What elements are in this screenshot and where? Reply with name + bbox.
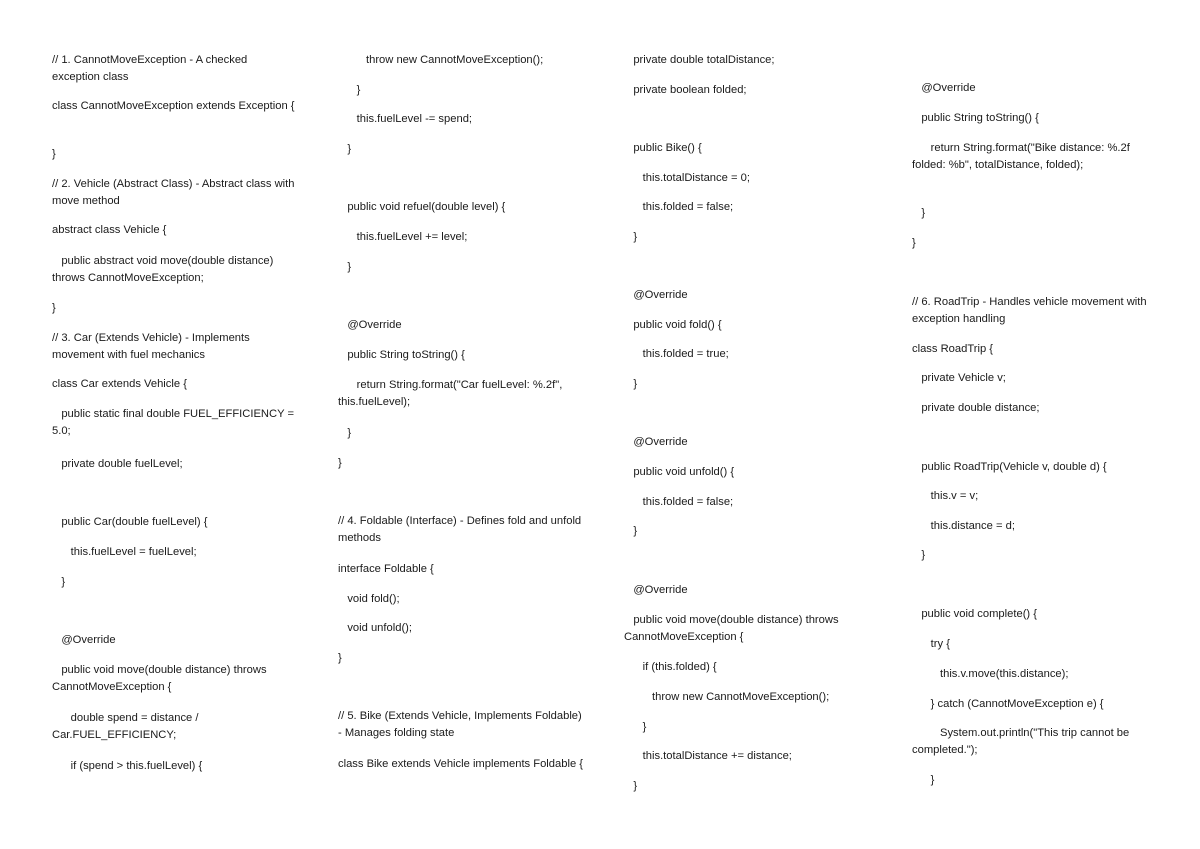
code-line: this.fuelLevel -= spend;: [338, 113, 473, 125]
code-line: if (this.folded) {: [624, 661, 717, 673]
code-line: }: [912, 549, 926, 561]
code-line: void fold();: [338, 593, 400, 605]
code-line: private double fuelLevel;: [52, 458, 183, 470]
code-line: }: [912, 237, 916, 249]
code-line: throw new CannotMoveException();: [624, 691, 830, 703]
code-line: public void refuel(double level) {: [338, 201, 506, 213]
code-line: }: [624, 780, 638, 792]
code-line: public Bike() {: [624, 142, 702, 154]
code-line: }: [338, 427, 352, 439]
code-line: this.folded = false;: [624, 496, 734, 508]
code-line: interface Foldable {: [338, 563, 434, 575]
code-line: public void complete() {: [912, 608, 1037, 620]
code-line: this.fuelLevel = fuelLevel;: [52, 546, 197, 558]
code-line: this.folded = false;: [624, 201, 734, 213]
code-line: this.v = v;: [912, 490, 979, 502]
code-line: this.totalDistance = 0;: [624, 172, 750, 184]
code-line: }: [52, 302, 56, 314]
code-line: System.out.println("This trip cannot be completed.");: [912, 727, 1133, 756]
code-line: }: [338, 457, 342, 469]
code-line: class Car extends Vehicle {: [52, 378, 187, 390]
code-line: // 2. Vehicle (Abstract Class) - Abstract class with move method: [52, 178, 298, 207]
code-line: this.folded = true;: [624, 348, 729, 360]
code-line: }: [338, 84, 361, 96]
code-line: this.distance = d;: [912, 520, 1015, 532]
code-column-4: [912, 0, 1157, 849]
code-column-3: [624, 0, 869, 849]
code-line: private boolean folded;: [624, 84, 747, 96]
code-line: try {: [912, 638, 950, 650]
code-line: }: [338, 143, 352, 155]
code-line: public void move(double distance) throws CannotMoveException {: [624, 614, 842, 643]
code-line: }: [338, 261, 352, 273]
code-line: this.fuelLevel += level;: [338, 231, 468, 243]
code-line: } catch (CannotMoveException e) {: [912, 698, 1104, 710]
code-line: public String toString() {: [912, 112, 1039, 124]
code-line: }: [52, 576, 66, 588]
code-line: return String.format("Bike distance: %.2f folded: %b", totalDistance, folded);: [912, 142, 1133, 171]
code-line: @Override: [624, 289, 688, 301]
code-line: // 5. Bike (Extends Vehicle, Implements Foldable) - Manages folding state: [338, 710, 585, 739]
code-line: public void move(double distance) throws CannotMoveException {: [52, 664, 270, 693]
code-line: void unfold();: [338, 622, 413, 634]
code-line: }: [912, 774, 935, 786]
code-line: public static final double FUEL_EFFICIENCY = 5.0;: [52, 408, 298, 437]
code-line: private double totalDistance;: [624, 54, 775, 66]
code-line: @Override: [912, 82, 976, 94]
code-line: public RoadTrip(Vehicle v, double d) {: [912, 461, 1107, 473]
code-column-2: [338, 0, 583, 849]
code-line: double spend = distance / Car.FUEL_EFFICIENCY;: [52, 712, 202, 741]
code-line: // 1. CannotMoveException - A checked exception class: [52, 54, 251, 83]
code-line: this.v.move(this.distance);: [912, 668, 1069, 680]
code-line: }: [912, 207, 926, 219]
code-line: // 3. Car (Extends Vehicle) - Implements movement with fuel mechanics: [52, 332, 253, 361]
code-line: }: [624, 721, 647, 733]
code-line: // 4. Foldable (Interface) - Defines fold and unfold methods: [338, 515, 585, 544]
code-line: @Override: [624, 584, 688, 596]
code-line: class CannotMoveException extends Exception {: [52, 100, 295, 112]
code-line: }: [624, 525, 638, 537]
code-line: }: [624, 231, 638, 243]
code-line: class RoadTrip {: [912, 343, 994, 355]
code-line: public Car(double fuelLevel) {: [52, 516, 208, 528]
code-line: }: [52, 148, 56, 160]
code-line: @Override: [52, 634, 116, 646]
code-line: this.totalDistance += distance;: [624, 750, 792, 762]
code-line: abstract class Vehicle {: [52, 224, 167, 236]
code-line: public void fold() {: [624, 319, 722, 331]
code-line: public String toString() {: [338, 349, 465, 361]
code-line: private double distance;: [912, 402, 1040, 414]
code-line: }: [624, 378, 638, 390]
code-line: return String.format("Car fuelLevel: %.2f", this.fuelLevel);: [338, 379, 566, 408]
code-line: @Override: [338, 319, 402, 331]
code-line: public abstract void move(double distance) throws CannotMoveException;: [52, 255, 277, 284]
code-line: throw new CannotMoveException();: [338, 54, 544, 66]
code-line: private Vehicle v;: [912, 372, 1006, 384]
code-line: public void unfold() {: [624, 466, 735, 478]
code-line: }: [338, 652, 342, 664]
code-line: if (spend > this.fuelLevel) {: [52, 760, 203, 772]
code-column-1: [52, 0, 297, 849]
code-line: // 6. RoadTrip - Handles vehicle movement with exception handling: [912, 296, 1150, 325]
code-line: class Bike extends Vehicle implements Foldable {: [338, 758, 584, 770]
code-line: @Override: [624, 436, 688, 448]
